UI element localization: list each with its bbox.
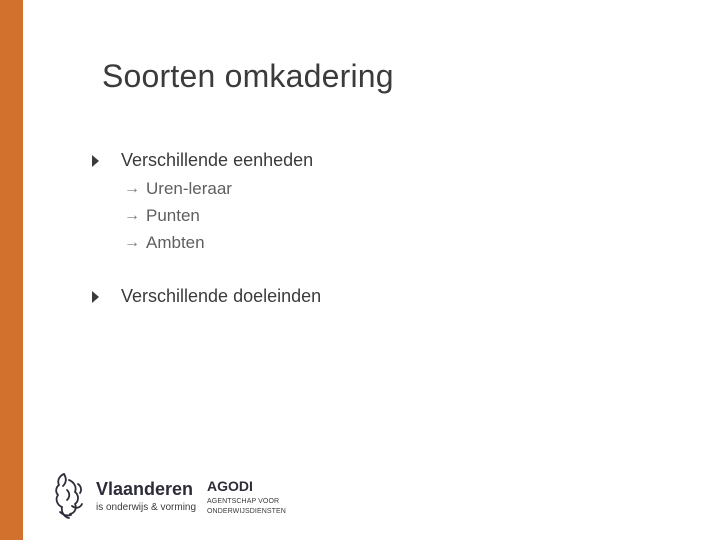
right-arrow-icon: → bbox=[124, 180, 140, 197]
sub-item bbox=[124, 206, 200, 226]
vlaanderen-wordmark: Vlaanderen bbox=[96, 479, 194, 499]
sub-item bbox=[124, 179, 232, 199]
bullet-item bbox=[92, 286, 321, 307]
right-arrow-icon: → bbox=[124, 234, 140, 251]
bullet-item bbox=[92, 150, 313, 171]
sub-item-text: Ambten bbox=[146, 233, 205, 252]
sub-item bbox=[124, 233, 205, 253]
sub-item-text: Uren-leraar bbox=[146, 179, 232, 198]
flemish-lion-icon bbox=[50, 470, 90, 522]
right-arrow-icon: → bbox=[124, 207, 140, 224]
bullet-triangle-icon bbox=[92, 291, 99, 303]
accent-side-bar bbox=[0, 0, 23, 540]
agodi-subtitle-line: ONDERWIJSDIENSTEN bbox=[207, 508, 286, 515]
sub-item-text: Punten bbox=[146, 206, 200, 225]
agodi-wordmark: AGODI bbox=[207, 478, 253, 494]
slide-title: Soorten omkadering bbox=[102, 58, 394, 94]
bullet-text: Verschillende doeleinden bbox=[121, 286, 322, 306]
agodi-subtitle-line: AGENTSCHAP VOOR bbox=[207, 498, 280, 505]
vlaanderen-tagline: is onderwijs & vorming bbox=[96, 502, 197, 513]
bullet-triangle-icon bbox=[92, 155, 99, 167]
bullet-text: Verschillende eenheden bbox=[121, 150, 314, 170]
